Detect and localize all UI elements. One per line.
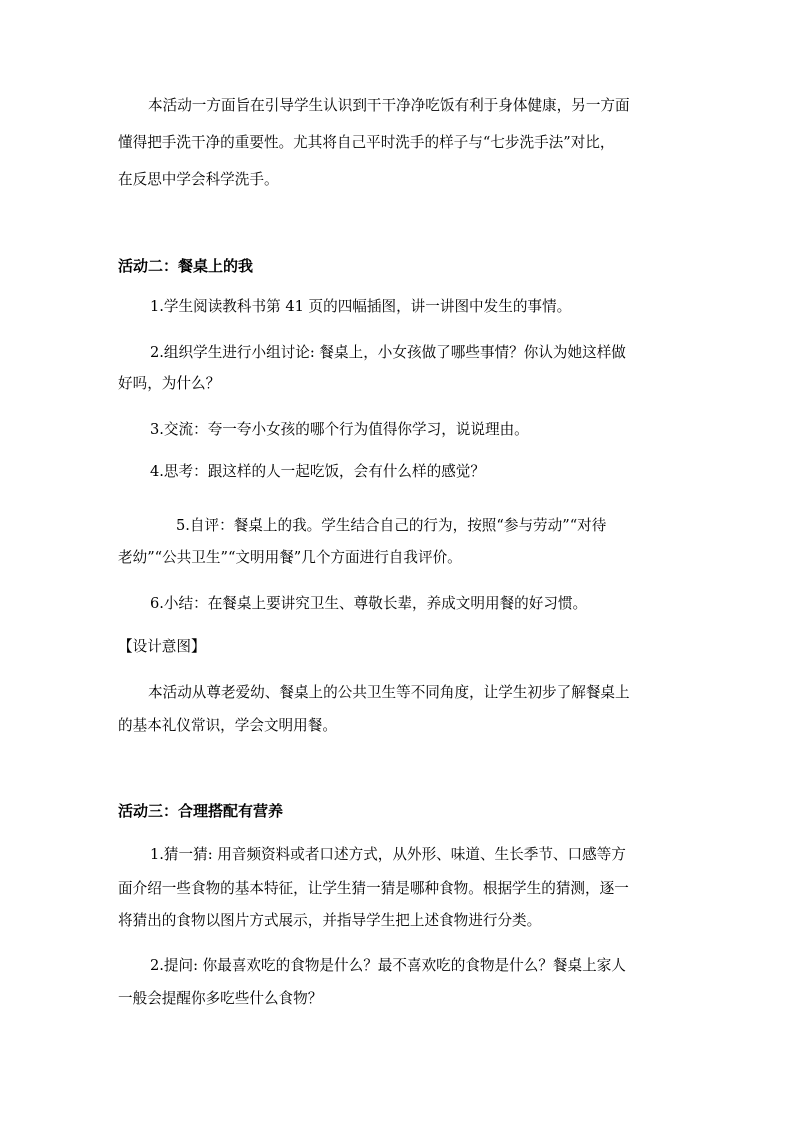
design-intent-line-2: 的基本礼仪常识，学会文明用餐。 bbox=[118, 717, 337, 734]
activity-two-item-2-line-1: 2.组织学生进行小组讨论: 餐桌上，小女孩做了哪些事情？你认为她这样做 bbox=[150, 344, 626, 361]
activity-two-item-3: 3.交流：夸一夸小女孩的哪个行为值得你学习，说说理由。 bbox=[150, 421, 529, 438]
activity-two-item-5-line-1: 5.自评：餐桌上的我。学生结合自己的行为，按照“参与劳动”“对待 bbox=[176, 517, 607, 534]
activity-three-item-1-line-1: 1.猜一猜: 用音频资料或者口述方式，从外形、味道、生长季节、口感等方 bbox=[150, 846, 626, 863]
intent-paragraph-line-3: 在反思中学会科学洗手。 bbox=[118, 171, 279, 188]
activity-three-item-1-line-3: 将猜出的食物以图片方式展示，并指导学生把上述食物进行分类。 bbox=[118, 912, 542, 929]
activity-two-item-2-line-2: 好吗，为什么？ bbox=[118, 375, 221, 392]
activity-three-item-1-line-2: 面介绍一些食物的基本特征，让学生猜一猜是哪种食物。根据学生的猜测，逐一 bbox=[118, 880, 629, 897]
activity-two-heading: 活动二：餐桌上的我 bbox=[118, 257, 254, 275]
activity-three-item-2-line-1: 2.提问: 你最喜欢吃的食物是什么？最不喜欢吃的食物是什么？餐桌上家人 bbox=[150, 957, 626, 974]
activity-two-item-5-line-2: 老幼”“公共卫生”“文明用餐”几个方面进行自我评价。 bbox=[118, 549, 462, 566]
activity-three-item-2-line-2: 一般会提醒你多吃些什么食物？ bbox=[118, 990, 323, 1007]
intent-paragraph-line-2: 懂得把手洗干净的重要性。尤其将自己平时洗手的样子与“七步洗手法”对比， bbox=[118, 134, 615, 151]
activity-two-item-1: 1.学生阅读教科书第 41 页的四幅插图，讲一讲图中发生的事情。 bbox=[150, 298, 572, 315]
activity-two-item-4: 4.思考：跟这样的人一起吃饭，会有什么样的感觉？ bbox=[150, 463, 485, 480]
design-intent-label: 【设计意图】 bbox=[118, 638, 206, 655]
design-intent-line-1: 本活动从尊老爱幼、餐桌上的公共卫生等不同角度，让学生初步了解餐桌上 bbox=[148, 684, 630, 701]
activity-two-item-6: 6.小结：在餐桌上要讲究卫生、尊敬长辈，养成文明用餐的好习惯。 bbox=[150, 595, 588, 612]
activity-three-heading: 活动三：合理搭配有营养 bbox=[118, 802, 284, 820]
intent-paragraph-line-1: 本活动一方面旨在引导学生认识到干干净净吃饭有利于身体健康，另一方面 bbox=[148, 97, 630, 114]
